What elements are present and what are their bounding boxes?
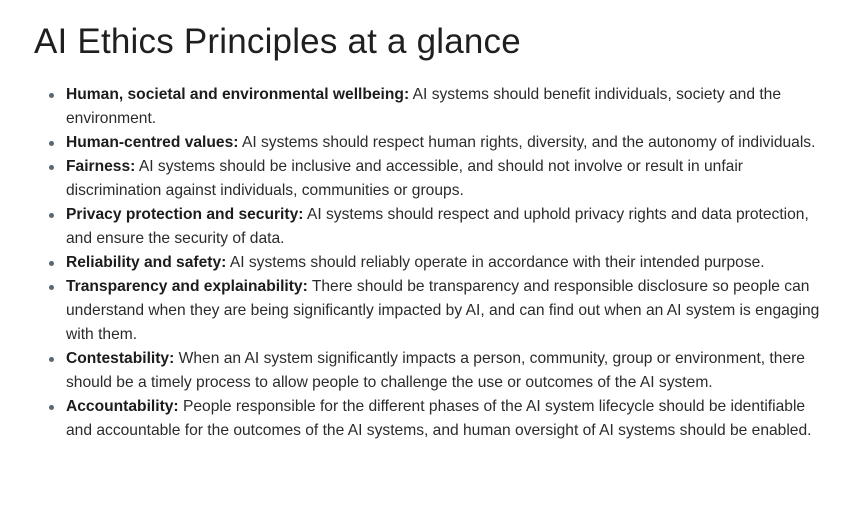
bullet-icon	[49, 213, 54, 218]
bullet-icon	[49, 357, 54, 362]
principle-term: Reliability and safety:	[66, 254, 227, 271]
page-title: AI Ethics Principles at a glance	[34, 22, 521, 61]
bullet-icon	[49, 141, 54, 146]
list-item	[66, 251, 821, 275]
principle-text: AI systems should reliably operate in accordance with their intended purpose.	[229, 254, 765, 271]
list-item	[66, 155, 821, 203]
principle-text: AI systems should respect and uphold privacy rights and data protection, and ensure the security of data.	[66, 206, 809, 247]
bullet-icon	[49, 93, 54, 98]
list-item	[66, 203, 821, 251]
principle-text: When an AI system significantly impacts a person, community, group or environment, there should be a timely process to allow people to challenge the use or outcomes of the AI system.	[66, 350, 805, 391]
principles-list	[34, 83, 821, 443]
list-item	[66, 83, 821, 131]
list-item	[66, 131, 821, 155]
principle-text: AI systems should be inclusive and accessible, and should not involve or result in unfair discrimination against individuals, communities or groups.	[66, 158, 743, 199]
principle-term: Contestability:	[66, 350, 175, 367]
bullet-icon	[49, 405, 54, 410]
list-item	[66, 395, 821, 443]
principle-text: People responsible for the different phases of the AI system lifecycle should be identifiable and accountable for the outcomes of the AI systems, and human oversight of AI systems should be enabled.	[66, 398, 812, 439]
principle-term: Human, societal and environmental wellbeing:	[66, 86, 410, 103]
principle-term: Human-centred values:	[66, 134, 239, 151]
bullet-icon	[49, 165, 54, 170]
principle-term: Privacy protection and security:	[66, 206, 304, 223]
list-item	[66, 347, 821, 395]
principle-text: AI systems should benefit individuals, society and the environment.	[66, 86, 782, 127]
principle-term: Accountability:	[66, 398, 179, 415]
principle-term: Transparency and explainability:	[66, 278, 308, 295]
principle-text: There should be transparency and responsible disclosure so people can understand when they are being significantly impacted by AI, and can find out when an AI system is engaging with them.	[66, 278, 820, 343]
principle-term: Fairness:	[66, 158, 136, 175]
bullet-icon	[49, 285, 54, 290]
list-item	[66, 275, 821, 347]
principle-text: AI systems should respect human rights, diversity, and the autonomy of individuals.	[241, 134, 816, 151]
bullet-icon	[49, 261, 54, 266]
